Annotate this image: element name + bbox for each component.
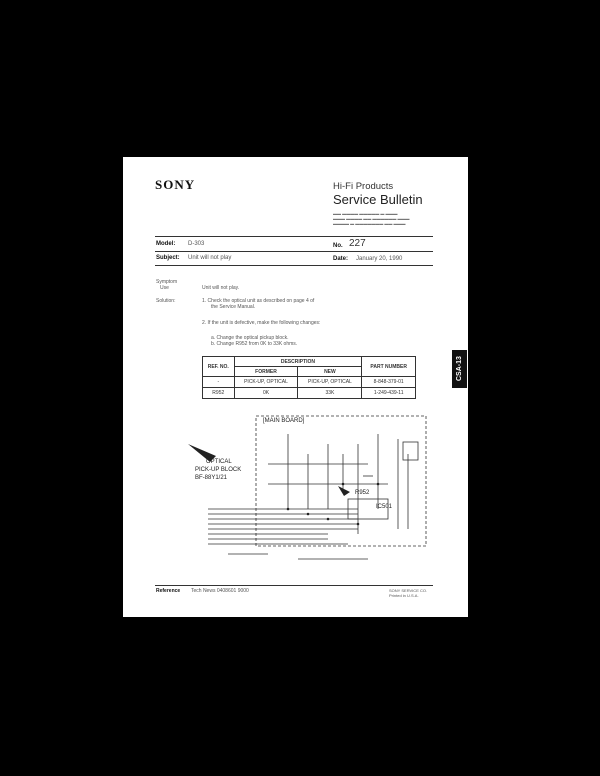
solution-sub-b: b. Change R952 from 0K to 33K ohms.: [211, 341, 298, 347]
solution-step-1-cont: the Service Manual.: [211, 304, 256, 310]
solution-label: Solution:: [156, 298, 176, 304]
model-label: Model:: [156, 241, 176, 247]
table-row: [203, 377, 416, 388]
subject-label: Subject:: [156, 255, 180, 261]
table-cell-ref: -: [203, 377, 235, 388]
symptom-label: Symptom: [156, 279, 178, 285]
symptom-sublabel: Use: [160, 285, 169, 291]
schematic-diagram: [168, 414, 433, 579]
reference-label: Reference: [156, 588, 181, 594]
table-cell-part: 1-249-439-11: [362, 388, 416, 399]
header-rule: [155, 236, 433, 237]
table-row: [203, 388, 416, 399]
former-header: FORMER: [234, 367, 298, 377]
model-rule: [155, 251, 433, 252]
section-tab: CSA-13: [452, 350, 467, 388]
footer-right-2: Printed in U.S.A.: [389, 593, 419, 598]
parts-table: [202, 356, 416, 399]
sony-logo: SONY: [155, 177, 196, 192]
solution-sub-a: a. Change the optical pickup block.: [211, 335, 289, 341]
table-cell-new: PICK-UP, OPTICAL: [298, 377, 362, 388]
number-label: No.: [333, 243, 343, 249]
table-cell-part: 8-848-379-01: [362, 377, 416, 388]
symptom-text: Unit will not play.: [202, 285, 240, 291]
optical-label-3: BF-88Y1/21: [195, 475, 228, 481]
bulletin-page: [123, 157, 468, 617]
table-cell-former: PICK-UP, OPTICAL: [234, 377, 298, 388]
optical-label-1: OPTICAL: [206, 459, 232, 465]
date-label: Date:: [333, 256, 349, 262]
table-cell-new: 33K: [298, 388, 362, 399]
number-value: 227: [349, 238, 366, 249]
footer-right-1: SONY SERVICE CO.: [389, 588, 428, 593]
part-number-header: PART NUMBER: [362, 357, 416, 377]
header-fine-print-2: ▬▬▬ ▬▬▬▬ ▬▬ ▬▬▬▬▬▬ ▬▬▬: [333, 216, 410, 221]
bulletin-title: Service Bulletin: [333, 192, 423, 207]
r952-label: R952: [355, 490, 370, 496]
footer-rule: [155, 585, 433, 586]
solution-step-2: 2. If the unit is defective, make the following changes:: [202, 320, 321, 326]
description-header: DESCRIPTION: [234, 357, 362, 367]
header-fine-print-3: ▬▬▬▬ ▬ ▬▬▬▬▬▬▬ ▬▬ ▬▬▬: [333, 221, 406, 226]
table-cell-ref: R952: [203, 388, 235, 399]
ic-label: IC501: [376, 504, 393, 510]
model-value: D-303: [188, 241, 205, 247]
ref-no-header: REF. NO.: [203, 357, 235, 377]
solution-step-1: 1. Check the optical unit as described on page 4 of: [202, 298, 315, 304]
optical-label-2: PICK-UP BLOCK: [195, 467, 242, 473]
category-title: Hi-Fi Products: [333, 181, 394, 192]
header-fine-print-1: ▬▬ ▬▬▬▬ ▬▬▬▬▬ ▬ ▬▬▬: [333, 211, 398, 216]
subject-rule: [155, 265, 433, 266]
new-header: NEW: [298, 367, 362, 377]
subject-value: Unit will not play: [188, 255, 232, 261]
main-board-label: [MAIN BOARD]: [263, 418, 305, 424]
date-value: January 20, 1990: [356, 256, 403, 262]
reference-value: Tech News 0408601 9000: [191, 588, 249, 594]
table-cell-former: 0K: [234, 388, 298, 399]
